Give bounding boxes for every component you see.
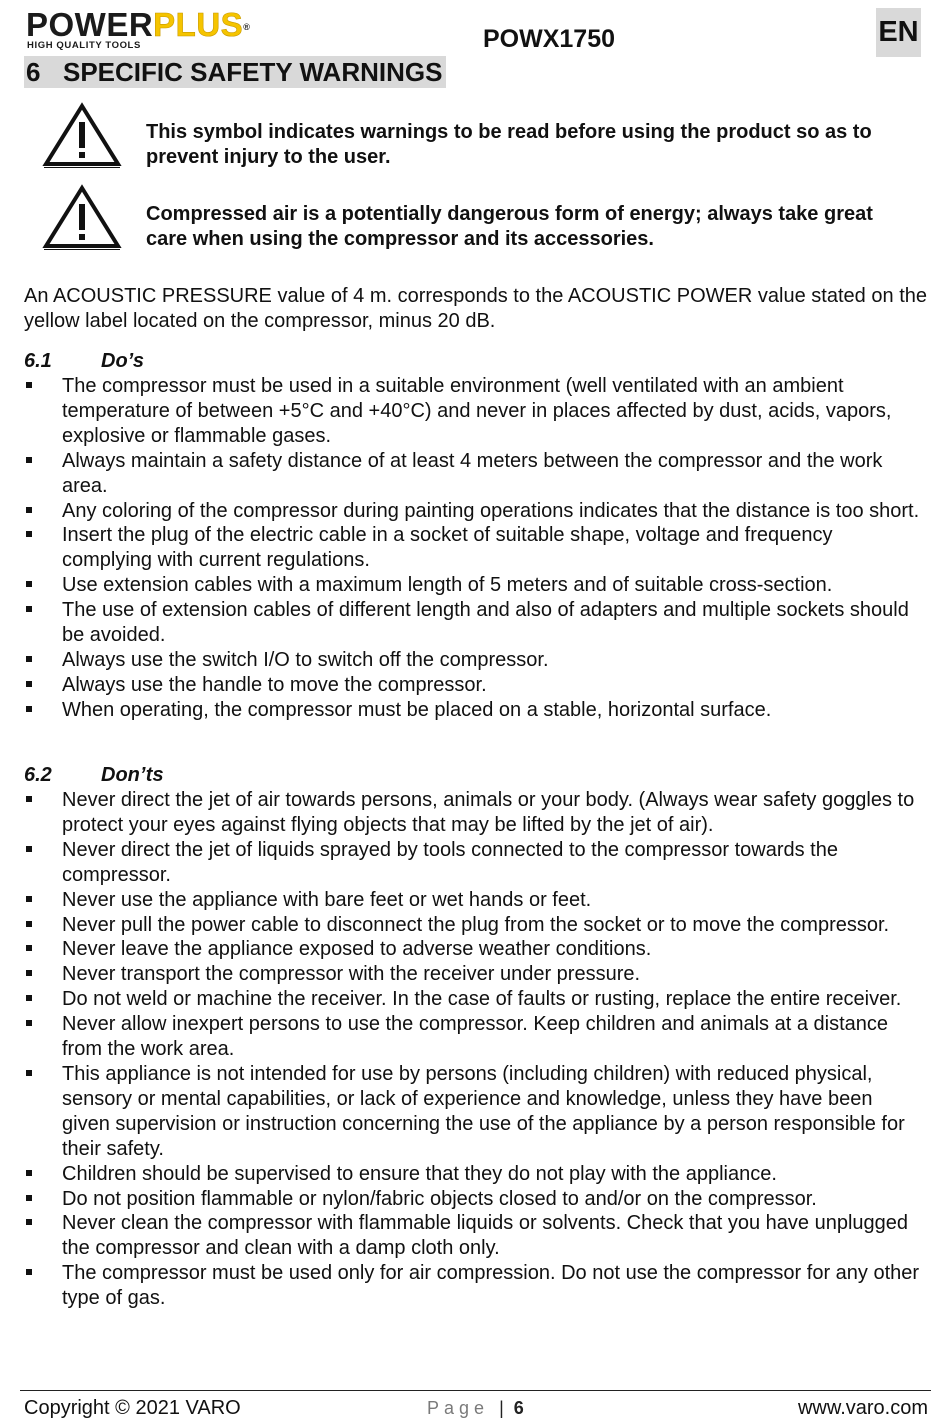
subsection-number: 6.1	[24, 350, 52, 372]
footer-divider	[20, 1390, 931, 1391]
bullet-square-icon	[26, 995, 32, 1001]
subsection-number: 6.2	[24, 764, 52, 786]
logo-plus-text: PLUS	[153, 6, 244, 43]
bullet-square-icon	[26, 921, 32, 927]
bullet-square-icon	[26, 1020, 32, 1026]
list-item: Always use the handle to move the compressor.	[24, 673, 924, 698]
bullet-square-icon	[26, 507, 32, 513]
bullet-square-icon	[26, 1195, 32, 1201]
list-item: When operating, the compressor must be placed on a stable, horizontal surface.	[24, 698, 924, 723]
dos-list	[24, 374, 924, 723]
bullet-square-icon	[26, 581, 32, 587]
list-item: Never transport the compressor with the receiver under pressure.	[24, 962, 924, 987]
bullet-square-icon	[26, 970, 32, 976]
list-item: The compressor must be used in a suitable environment (well ventilated with an ambient temperature of between +5°C and +40°C) and never in places affected by dust, acids, vapors, explosive or flammable gases.	[24, 374, 924, 449]
list-item: Do not weld or machine the receiver. In the case of faults or rusting, replace the entire receiver.	[24, 987, 924, 1012]
model-number: POWX1750	[483, 25, 616, 53]
list-item: Never allow inexpert persons to use the compressor. Keep children and animals at a distance from the work area.	[24, 1012, 924, 1062]
bullet-square-icon	[26, 1269, 32, 1275]
bullet-square-icon	[26, 945, 32, 951]
acoustic-paragraph: An ACOUSTIC PRESSURE value of 4 m. corresponds to the ACOUSTIC POWER value stated on the yellow label located on the compressor, minus 20 dB.	[24, 285, 927, 332]
warning-triangle-icon	[42, 184, 122, 250]
list-item: Always use the switch I/O to switch off the compressor.	[24, 648, 924, 673]
subsection-heading-donts	[24, 763, 164, 788]
warning-text: This symbol indicates warnings to be read before using the product so as to prevent injury to the user.	[146, 121, 872, 168]
list-item: Any coloring of the compressor during painting operations indicates that the distance is too short.	[24, 499, 924, 524]
list-item: Never clean the compressor with flammable liquids or solvents. Check that you have unplugged the compressor and clean with a damp cloth only.	[24, 1211, 924, 1261]
page-indicator	[427, 1396, 524, 1420]
bullet-square-icon	[26, 1219, 32, 1225]
bullet-square-icon	[26, 706, 32, 712]
powerplus-logo	[26, 8, 286, 52]
section-title	[24, 56, 446, 88]
bullet-square-icon	[26, 681, 32, 687]
list-item: Insert the plug of the electric cable in a socket of suitable shape, voltage and frequency complying with current regulations.	[24, 523, 924, 573]
donts-list	[24, 788, 924, 1311]
subsection-heading-dos	[24, 349, 144, 374]
warning-triangle-icon	[42, 102, 122, 168]
bullet-square-icon	[26, 457, 32, 463]
list-item: The use of extension cables of different length and also of adapters and multiple sockets should be avoided.	[24, 598, 924, 648]
subsection-title: Do’s	[101, 350, 144, 372]
list-item: Children should be supervised to ensure that they do not play with the appliance.	[24, 1162, 924, 1187]
page-label: Page	[427, 1398, 490, 1418]
list-item: Never direct the jet of air towards persons, animals or your body. (Always wear safety goggles to protect your eyes against flying objects that may be lifted by the jet of air).	[24, 788, 924, 838]
bullet-square-icon	[26, 1170, 32, 1176]
logo-registered-mark: ®	[243, 22, 251, 32]
list-item: Never use the appliance with bare feet or wet hands or feet.	[24, 888, 924, 913]
list-item: Never leave the appliance exposed to adverse weather conditions.	[24, 937, 924, 962]
copyright-text: Copyright © 2021 VARO	[24, 1397, 241, 1419]
list-item: Always maintain a safety distance of at least 4 meters between the compressor and the work area.	[24, 449, 924, 499]
section-title-text: SPECIFIC SAFETY WARNINGS	[63, 57, 443, 87]
bullet-square-icon	[26, 796, 32, 802]
subsection-title: Don’ts	[101, 764, 164, 786]
list-item: Use extension cables with a maximum length of 5 meters and of suitable cross-section.	[24, 573, 924, 598]
page-separator: |	[499, 1398, 504, 1418]
list-item: Do not position flammable or nylon/fabric objects closed to and/or on the compressor.	[24, 1187, 924, 1212]
page-header	[0, 0, 950, 60]
bullet-square-icon	[26, 1070, 32, 1076]
list-item: This appliance is not intended for use by persons (including children) with reduced physical, sensory or mental capabilities, or lack of experience and knowledge, unless they have been given supervision or instruction concerning the use of the appliance by a person responsible for their safety.	[24, 1062, 924, 1162]
bullet-square-icon	[26, 606, 32, 612]
bullet-square-icon	[26, 531, 32, 537]
bullet-square-icon	[26, 846, 32, 852]
logo-power-text: POWER	[26, 6, 154, 43]
bullet-square-icon	[26, 656, 32, 662]
page-number: 6	[513, 1398, 524, 1418]
bullet-square-icon	[26, 382, 32, 388]
list-item: Never pull the power cable to disconnect the plug from the socket or to move the compressor.	[24, 913, 924, 938]
bullet-square-icon	[26, 896, 32, 902]
warning-text: Compressed air is a potentially dangerous form of energy; always take great care when using the compressor and its accessories.	[146, 203, 873, 250]
list-item: The compressor must be used only for air compression. Do not use the compressor for any other type of gas.	[24, 1261, 924, 1311]
website-link[interactable]: www.varo.com	[797, 1397, 928, 1419]
list-item: Never direct the jet of liquids sprayed by tools connected to the compressor towards the compressor.	[24, 838, 924, 888]
language-badge: EN	[876, 8, 921, 57]
section-number: 6	[26, 57, 41, 87]
logo-wordmark	[26, 8, 250, 42]
logo-tagline: HIGH QUALITY TOOLS	[27, 40, 141, 51]
